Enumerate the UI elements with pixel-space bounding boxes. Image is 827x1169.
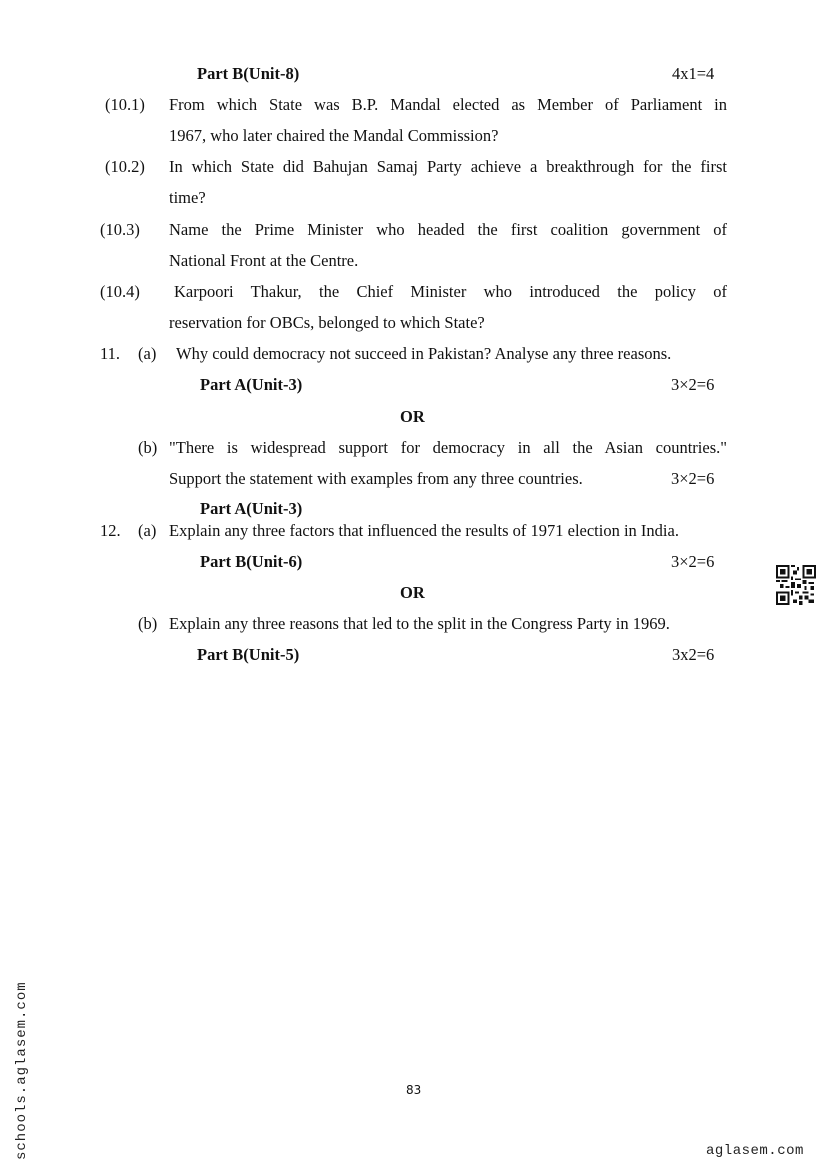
unit-heading: Part B(Unit-6) xyxy=(200,552,303,571)
marks-allocation: 3×2=6 xyxy=(671,469,715,488)
question-text: In which State did Bahujan Samaj Party achieve a breakthrough for the first xyxy=(169,157,727,176)
footer-watermark: aglasem.com xyxy=(706,1143,804,1159)
question-text: Support the statement with examples from any three countries. xyxy=(169,469,583,488)
unit-heading: Part B(Unit-5) xyxy=(197,645,300,664)
option-label: (b) xyxy=(138,438,158,457)
qr-code-icon xyxy=(776,565,816,605)
option-label: (a) xyxy=(138,521,157,540)
question-text: Explain any three reasons that led to the split in the Congress Party in 1969. xyxy=(169,614,670,633)
question-number: 11. xyxy=(100,344,121,363)
question-number: 12. xyxy=(100,521,121,540)
question-text: reservation for OBCs, belonged to which State? xyxy=(169,313,485,332)
or-divider: OR xyxy=(400,583,425,602)
side-watermark: schools.aglasem.com xyxy=(14,981,30,1160)
option-label: (a) xyxy=(138,344,157,363)
marks-allocation: 3×2=6 xyxy=(671,552,715,571)
question-text: time? xyxy=(169,188,206,207)
question-text: Why could democracy not succeed in Pakistan? Analyse any three reasons. xyxy=(176,344,672,363)
question-number: (10.3) xyxy=(100,220,140,239)
question-text: Karpoori Thakur, the Chief Minister who introduced the policy of xyxy=(174,282,727,301)
or-divider: OR xyxy=(400,407,425,426)
marks-allocation: 3×2=6 xyxy=(671,375,715,394)
question-text: National Front at the Centre. xyxy=(169,251,359,270)
question-text: From which State was B.P. Mandal elected as Member of Parliament in xyxy=(169,95,727,114)
question-text: 1967, who later chaired the Mandal Commission? xyxy=(169,126,499,145)
question-text: Name the Prime Minister who headed the first coalition government of xyxy=(169,220,727,239)
question-text: "There is widespread support for democracy in all the Asian countries." xyxy=(169,438,727,457)
unit-heading: Part A(Unit-3) xyxy=(200,499,303,518)
option-label: (b) xyxy=(138,614,158,633)
unit-heading: Part B(Unit-8) xyxy=(197,64,300,83)
question-number: (10.1) xyxy=(105,95,145,114)
marks-allocation: 4x1=4 xyxy=(672,64,715,83)
question-number: (10.2) xyxy=(105,157,145,176)
marks-allocation: 3x2=6 xyxy=(672,645,715,664)
page-number: 83 xyxy=(406,1083,422,1097)
question-number: (10.4) xyxy=(100,282,140,301)
question-text: Explain any three factors that influenced the results of 1971 election in India. xyxy=(169,521,679,540)
unit-heading: Part A(Unit-3) xyxy=(200,375,303,394)
